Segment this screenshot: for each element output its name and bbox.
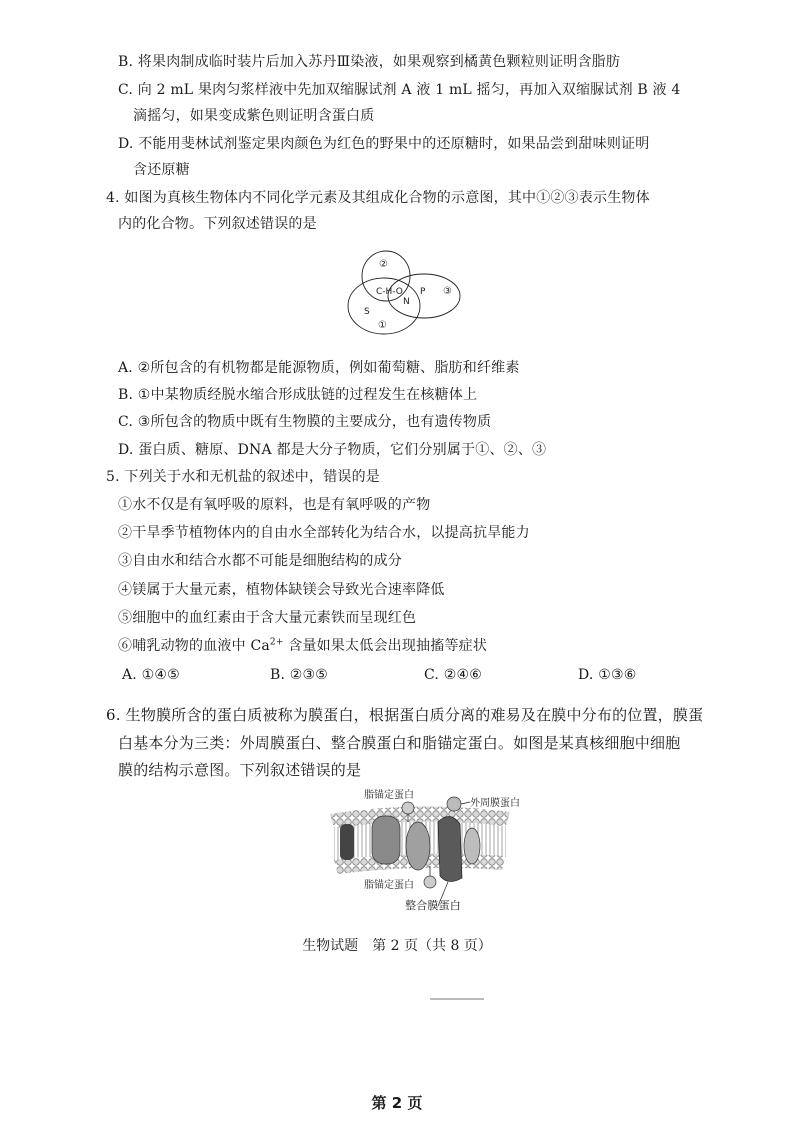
q3-option-c-line2: 滴摇匀，如果变成紫色则证明含蛋白质 [133, 108, 375, 124]
venn-label-1: ① [378, 320, 387, 331]
q4-option-b: B. ①中某物质经脱水缩合形成肽链的过程发生在核糖体上 [118, 387, 478, 403]
q4-stem-line1: 4. 如图为真核生物体内不同化学元素及其组成化合物的示意图，其中①②③表示生物体 [106, 190, 650, 206]
q5-statement-2: ②干旱季节植物体内的自由水全部转化为结合水，以提高抗旱能力 [118, 525, 530, 541]
q5-s6-post: 含量如果太低会出现抽搐等症状 [283, 638, 488, 654]
venn-center-label: C-H-O [376, 287, 403, 297]
integral-protein-1 [372, 816, 400, 864]
exam-footer: 生物试题 第 2 页（共 8 页） [302, 938, 492, 954]
q5-s6-pre: ⑥哺乳动物的血液中 Ca [118, 638, 270, 654]
lipid-anchored-protein-top [402, 802, 414, 814]
q4-option-a: A. ②所包含的有机物都是能源物质，例如葡萄糖、脂肪和纤维素 [118, 360, 520, 376]
q6-stem-line1: 6. 生物膜所含的蛋白质被称为膜蛋白，根据蛋白质分离的难易及在膜中分布的位置，膜蛋 [106, 706, 704, 724]
q5-statement-1: ①水不仅是有氧呼吸的原料，也是有氧呼吸的产物 [118, 497, 431, 513]
q5-s6-sup: 2+ [269, 637, 284, 648]
q6-stem-line2: 白基本分为三类：外周膜蛋白、整合膜蛋白和脂锚定蛋白。如图是某真核细胞中细胞 [118, 734, 681, 752]
q5-statement-6 [118, 636, 487, 656]
q5-option-b: B. ②③⑤ [270, 667, 329, 683]
scan-artifact-line [430, 998, 484, 1000]
q5-statement-4: ④镁属于大量元素，植物体缺镁会导致光合速率降低 [118, 582, 445, 598]
q6-stem-line3: 膜的结构示意图。下列叙述错误的是 [118, 761, 362, 779]
label-integral-protein: 整合膜蛋白 [405, 899, 461, 912]
page-number: 第 2 页 [371, 1094, 423, 1112]
q5-statement-3: ③自由水和结合水都不可能是细胞结构的成分 [118, 553, 402, 569]
q3-option-d-line1: D. 不能用斐林试剂鉴定果肉颜色为红色的野果中的还原糖时，如果品尝到甜味则证明 [118, 136, 650, 152]
venn-diagram [340, 248, 470, 340]
channel-protein-left [340, 824, 354, 860]
venn-p-label: P [420, 287, 426, 297]
q3-option-d-line2: 含还原糖 [133, 162, 190, 178]
peripheral-protein [447, 797, 461, 811]
q5-option-d: D. ①③⑥ [578, 667, 637, 683]
label-lipid-anchored-top: 脂锚定蛋白 [364, 790, 414, 801]
membrane-diagram [320, 786, 520, 912]
label-lipid-anchored-bottom: 脂锚定蛋白 [364, 880, 414, 891]
q4-stem-line2: 内的化合物。下列叙述错误的是 [118, 216, 317, 232]
venn-n-label: N [403, 297, 410, 307]
integral-protein-2 [406, 822, 430, 870]
integral-protein-3 [438, 816, 462, 881]
venn-s-label: S [364, 307, 370, 317]
lipid-anchored-protein-bottom [424, 876, 436, 888]
venn-label-2: ② [379, 259, 388, 270]
integral-protein-4 [464, 828, 480, 864]
q5-option-a: A. ①④⑤ [122, 667, 180, 683]
venn-label-3: ③ [443, 286, 452, 297]
q5-option-c: C. ②④⑥ [424, 667, 482, 683]
pointer-peripheral [461, 802, 470, 804]
q5-stem: 5. 下列关于水和无机盐的叙述中，错误的是 [106, 469, 381, 485]
q4-option-d: D. 蛋白质、糖原、DNA 都是大分子物质，它们分别属于①、②、③ [118, 442, 547, 458]
q3-option-c-line1: C. 向 2 mL 果肉匀浆样液中先加双缩脲试剂 A 液 1 mL 摇匀，再加入双缩脲试剂 B 液 4 [118, 82, 681, 98]
q4-option-c: C. ③所包含的物质中既有生物膜的主要成分，也有遗传物质 [118, 414, 492, 430]
label-peripheral-protein: 外周膜蛋白 [470, 798, 520, 809]
q3-option-b: B. 将果肉制成临时装片后加入苏丹Ⅲ染液，如果观察到橘黄色颗粒则证明含脂肪 [118, 54, 621, 70]
q5-statement-5: ⑤细胞中的血红素由于含大量元素铁而呈现红色 [118, 610, 417, 626]
